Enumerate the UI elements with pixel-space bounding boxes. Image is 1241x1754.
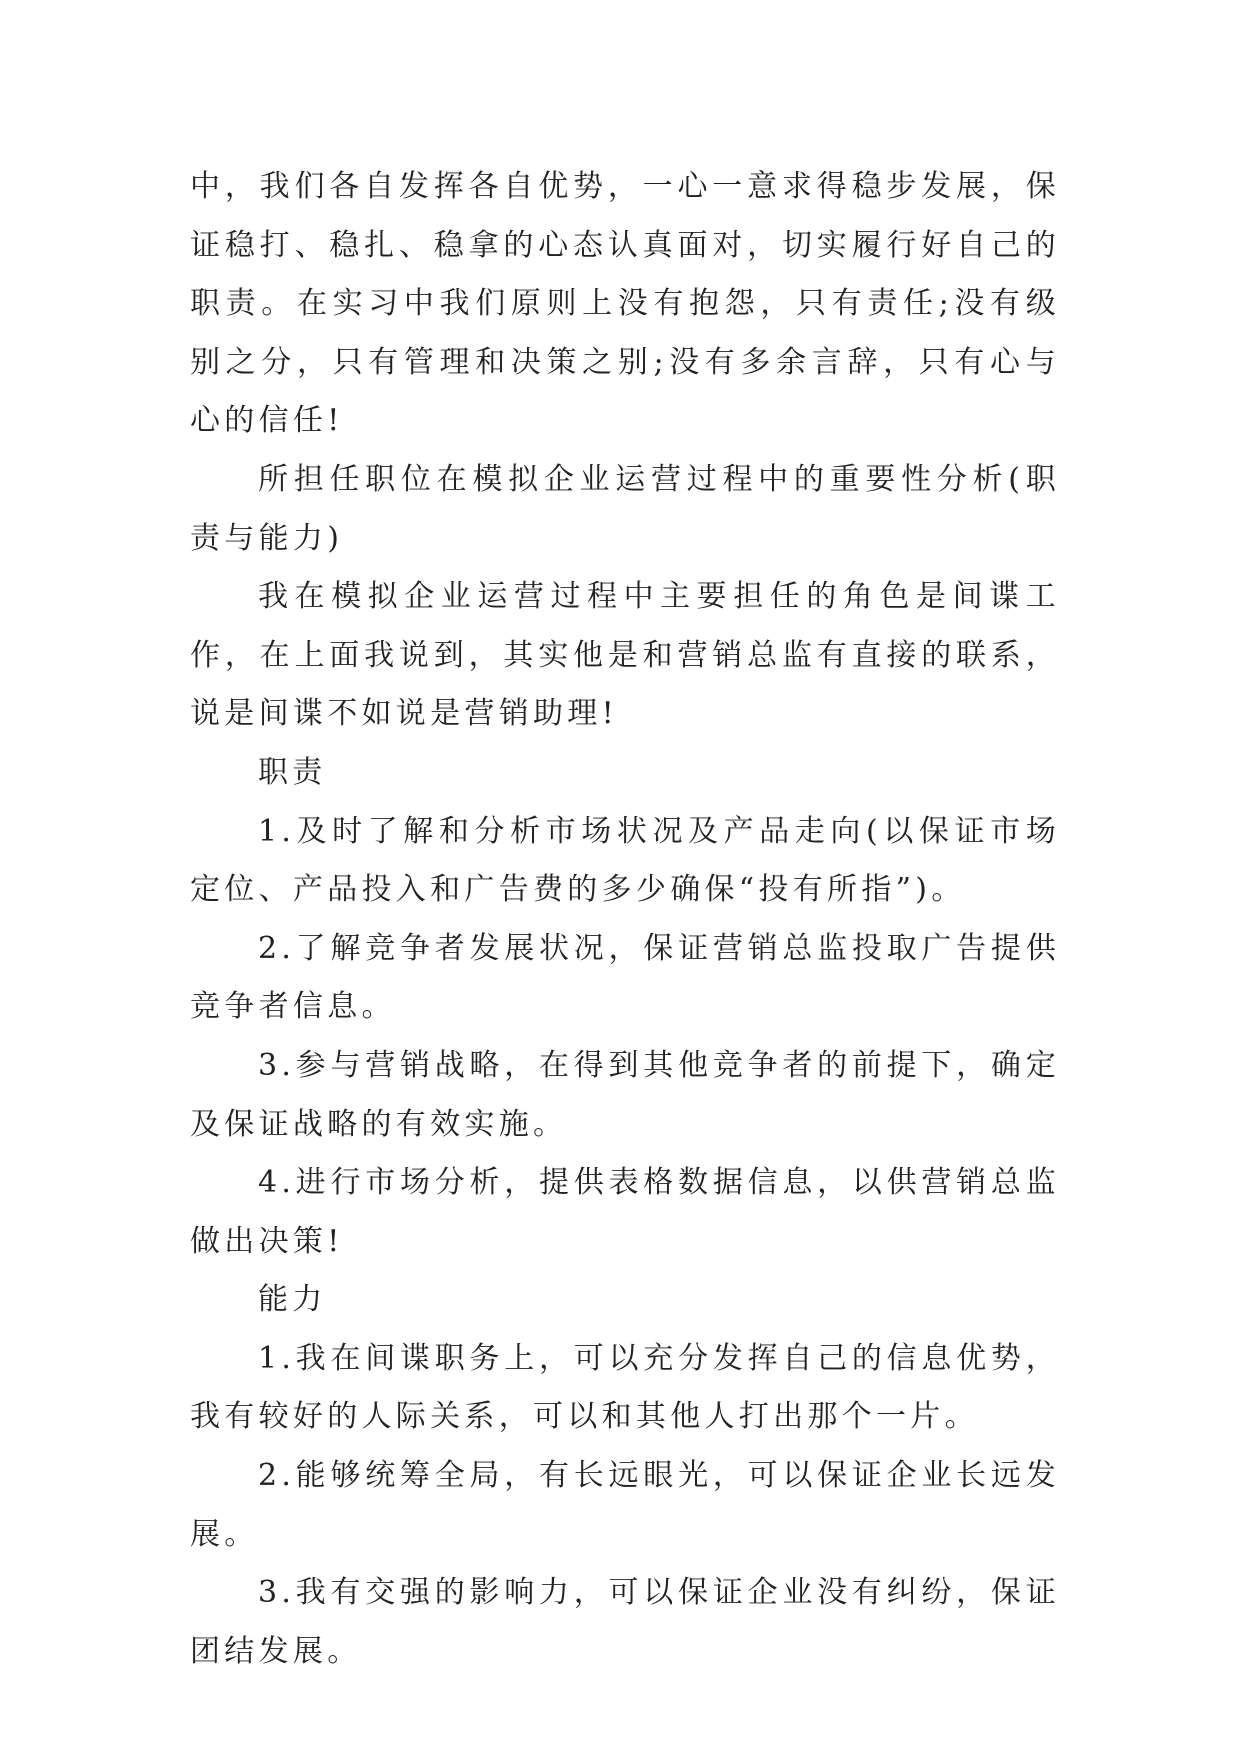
duty-item-1: 1.及时了解和分析市场状况及产品走向(以保证市场定位、产品投入和广告费的多少确保“投有所指”)。 (190, 813, 1060, 908)
ability-item-3: 3.我有交强的影响力，可以保证企业没有纠纷，保证团结发展。 (190, 1575, 1060, 1669)
paragraph-role-description: 我在模拟企业运营过程中主要担任的角色是间谍工作，在上面我说到，其实他是和营销总监有直接的联系，说是间谍不如说是营销助理! (190, 579, 1060, 732)
duty-item-3: 3.参与营销战略，在得到其他竞争者的前提下，确定及保证战略的有效实施。 (190, 1047, 1060, 1142)
duty-item-4: 4.进行市场分析，提供表格数据信息，以供营销总监做出决策! (190, 1165, 1060, 1259)
document-body (190, 158, 1060, 1681)
ability-item-2: 2.能够统筹全局，有长远眼光，可以保证企业长远发展。 (190, 1458, 1060, 1552)
paragraph-section-heading: 所担任职位在模拟企业运营过程中的重要性分析(职责与能力) (190, 461, 1060, 556)
ability-item-1: 1.我在间谍职务上，可以充分发挥自己的信息优势，我有较好的人际关系，可以和其他人打出那个一片。 (190, 1340, 1060, 1435)
paragraph-continuation: 中，我们各自发挥各自优势，一心一意求得稳步发展，保证稳打、稳扎、稳拿的心态认真面对，切实履行好自己的职责。在实习中我们原则上没有抱怨，只有责任;没有级别之分，只有管理和决策之别;没有多余言辞，只有心与心的信任! (190, 169, 1060, 439)
duty-item-2: 2.了解竞争者发展状况，保证营销总监投取广告提供竞争者信息。 (190, 930, 1060, 1025)
subheading-duties: 职责 (258, 754, 327, 790)
subheading-abilities: 能力 (258, 1282, 327, 1318)
